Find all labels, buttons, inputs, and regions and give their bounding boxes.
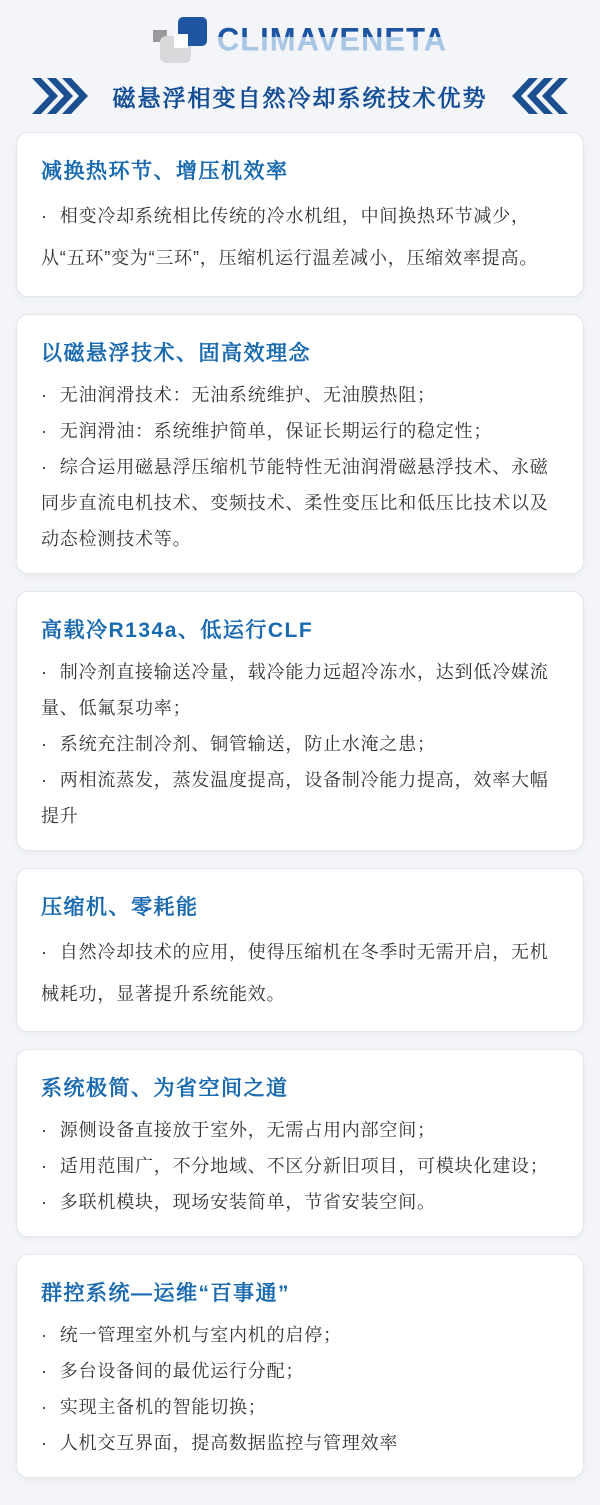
bullet-item xyxy=(41,1353,559,1389)
bullet-text: 系统充注制冷剂、铜管输送，防止水淹之患； xyxy=(59,733,436,754)
bullet-item xyxy=(41,1389,559,1425)
bullet-item xyxy=(41,1112,559,1148)
bullet-dot: · xyxy=(41,206,48,226)
climaveneta-squares-icon xyxy=(153,17,207,63)
climaveneta-logo xyxy=(0,14,600,66)
bullet-text: 无油润滑技术：无油系统维护、无油膜热阻； xyxy=(59,384,436,405)
climaveneta-wordmark: CLIMAVENETA xyxy=(216,21,448,58)
bullet-dot: · xyxy=(41,1433,48,1454)
bullet-dot: · xyxy=(41,456,48,477)
bullet-item xyxy=(41,1425,559,1461)
bullet-text: 相变冷却系统相比传统的冷水机组，中间换热环节减少，从“五环”变为“三环”，压缩机运行温差减小，压缩效率提高。 xyxy=(41,206,539,269)
card-heat-exchange-efficiency xyxy=(16,132,584,297)
bullet-dot: · xyxy=(41,733,48,754)
bullet-item xyxy=(41,449,559,557)
card-heading: 压缩机、零耗能 xyxy=(41,895,199,919)
card-heading: 群控系统—运维“百事通” xyxy=(41,1282,290,1306)
card-compressor-zero-energy xyxy=(16,868,584,1033)
card-heading: 以磁悬浮技术、固高效理念 xyxy=(41,341,311,365)
bullet-item xyxy=(41,726,559,762)
bullet-text: 自然冷却技术的应用，使得压缩机在冬季时无需开启，无机械耗功，显著提升系统能效。 xyxy=(41,941,549,1004)
bullet-item xyxy=(41,413,559,449)
bullet-item xyxy=(41,762,559,834)
bullet-dot: · xyxy=(41,384,48,405)
card-heading: 高载冷R134a、低运行CLF xyxy=(41,618,314,642)
bullet-text: 制冷剂直接输送冷量，载冷能力远超冷冻水，达到低冷媒流量、低氟泵功率； xyxy=(41,661,549,718)
bullet-item xyxy=(41,931,559,1016)
bullet-dot: · xyxy=(41,420,48,441)
bullet-text: 适用范围广，不分地域、不区分新旧项目，可模块化建设； xyxy=(59,1156,549,1177)
card-heading: 减换热环节、增压机效率 xyxy=(41,160,289,183)
bullet-item xyxy=(41,195,559,280)
bullet-dot: · xyxy=(41,661,48,682)
bullet-dot: · xyxy=(41,1192,48,1213)
bullet-dot: · xyxy=(41,1361,48,1382)
bullet-dot: · xyxy=(41,1325,48,1346)
bullet-text: 综合运用磁悬浮压缩机节能特性无油润滑磁悬浮技术、永磁同步直流电机技术、变频技术、柔性变压比和低压比技术以及动态检测技术等。 xyxy=(41,456,549,549)
bullet-text: 统一管理室外机与室内机的启停； xyxy=(59,1325,342,1346)
card-heading: 系统极简、为省空间之道 xyxy=(41,1077,289,1101)
card-group-control-system xyxy=(16,1254,584,1478)
logo-square-white xyxy=(174,34,188,48)
bullet-item xyxy=(41,1184,559,1220)
bullet-text: 两相流蒸发，蒸发温度提高，设备制冷能力提高，效率大幅提升 xyxy=(41,769,549,826)
header xyxy=(0,0,600,120)
bullet-dot: · xyxy=(41,941,48,962)
page-title: 磁悬浮相变自然冷却系统技术优势 xyxy=(112,84,488,111)
bullet-dot: · xyxy=(41,1397,48,1418)
card-minimal-system-space xyxy=(16,1049,584,1237)
bullet-dot: · xyxy=(41,1156,48,1177)
bullet-text: 源侧设备直接放于室外，无需占用内部空间； xyxy=(59,1120,436,1141)
bullet-text: 无润滑油：系统维护简单，保证长期运行的稳定性； xyxy=(59,420,493,441)
cards-list xyxy=(0,120,600,1478)
bullet-text: 多台设备间的最优运行分配； xyxy=(59,1361,305,1382)
bullet-dot: · xyxy=(41,769,48,790)
card-r134a-clf xyxy=(16,591,584,851)
card-maglev-technology xyxy=(16,314,584,574)
bullet-item xyxy=(41,1148,559,1184)
bullet-text: 实现主备机的智能切换； xyxy=(59,1397,267,1418)
bullet-text: 多联机模块，现场安装简单，节省安装空间。 xyxy=(59,1192,436,1213)
bullet-dot: · xyxy=(41,1120,48,1141)
chevrons-right-icon xyxy=(32,78,90,114)
title-row xyxy=(0,72,600,120)
bullet-item xyxy=(41,1317,559,1353)
bullet-text: 人机交互界面，提高数据监控与管理效率 xyxy=(59,1433,399,1454)
bullet-item xyxy=(41,377,559,413)
bullet-item xyxy=(41,654,559,726)
chevrons-left-icon xyxy=(510,78,568,114)
